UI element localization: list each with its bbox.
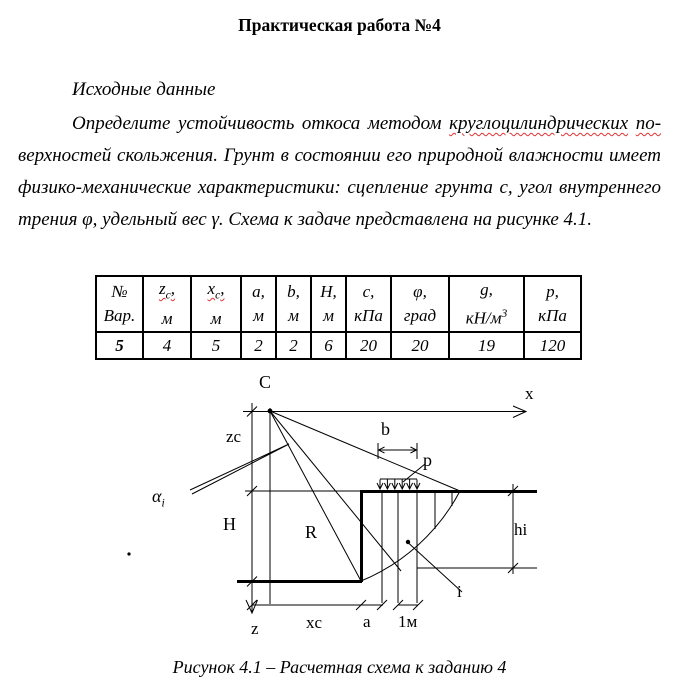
stray-dot <box>127 552 130 555</box>
label-xc: xc <box>306 613 323 632</box>
label-a: a <box>363 612 371 631</box>
value-cell-zc: 4 <box>143 332 191 359</box>
paragraph-line-2: верхностей скольжения. Грунт в состоянии его природной влажности имеет <box>18 145 661 166</box>
label-C: C <box>259 372 272 392</box>
label-R: R <box>305 522 318 542</box>
value-cell-g: 19 <box>449 332 524 359</box>
value-cell-p: 120 <box>524 332 581 359</box>
header-cell-phi: φ, град <box>391 276 449 332</box>
header-cell-a: a, м <box>241 276 276 332</box>
label-1m: 1м <box>398 612 418 631</box>
misspelled-word: круглоцилиндрических <box>449 113 629 134</box>
value-cell-H: 6 <box>311 332 346 359</box>
label-i: i <box>457 582 462 601</box>
value-cell-c: 20 <box>346 332 391 359</box>
page-title: Практическая работа №4 <box>238 15 441 35</box>
value-cell-phi: 20 <box>391 332 449 359</box>
label-p: p <box>423 450 432 470</box>
header-cell-var: № Вар. <box>96 276 143 332</box>
header-cell-zc: $z_с$, м <box>143 276 191 332</box>
radius-R <box>270 411 361 581</box>
paragraph-line-4: трения φ, удельный вес γ. Схема к задаче представлена на рисунке 4.1. <box>18 209 593 230</box>
value-cell-b: 2 <box>276 332 311 359</box>
point-C-dot <box>268 409 273 414</box>
header-cell-g: g, $кН/м^3$ <box>449 276 524 332</box>
label-alpha-i: $\alpha_i$ <box>152 486 165 510</box>
paragraph-text: Определите устойчивость откоса методом <box>72 113 442 134</box>
label-b: b <box>381 419 390 439</box>
label-hi: hi <box>514 520 528 539</box>
header-cell-p: p, кПа <box>524 276 581 332</box>
label-z-axis: z <box>251 619 259 638</box>
value-cell-var: 5 <box>96 332 143 359</box>
section-heading: Исходные данные <box>72 79 216 100</box>
figure-caption: Рисунок 4.1 – Расчетная схема к заданию 4 <box>172 657 507 677</box>
header-cell-c: c, кПа <box>346 276 391 332</box>
header-cell-b: b, м <box>276 276 311 332</box>
header-cell-xc: $x_с$, м <box>191 276 241 332</box>
label-H: H <box>223 514 236 534</box>
label-x-axis: x <box>525 384 534 403</box>
value-cell-xc: 5 <box>191 332 241 359</box>
value-cell-a: 2 <box>241 332 276 359</box>
slice-dot <box>406 540 410 544</box>
alpha-pointer <box>190 444 289 494</box>
paragraph-line-3: физико-механические характеристики: сцепление грунта с, угол внутреннего <box>18 177 661 198</box>
label-zc: zc <box>226 427 242 446</box>
header-cell-H: H, м <box>311 276 346 332</box>
misspelled-word-hyphen: по- <box>635 113 662 134</box>
